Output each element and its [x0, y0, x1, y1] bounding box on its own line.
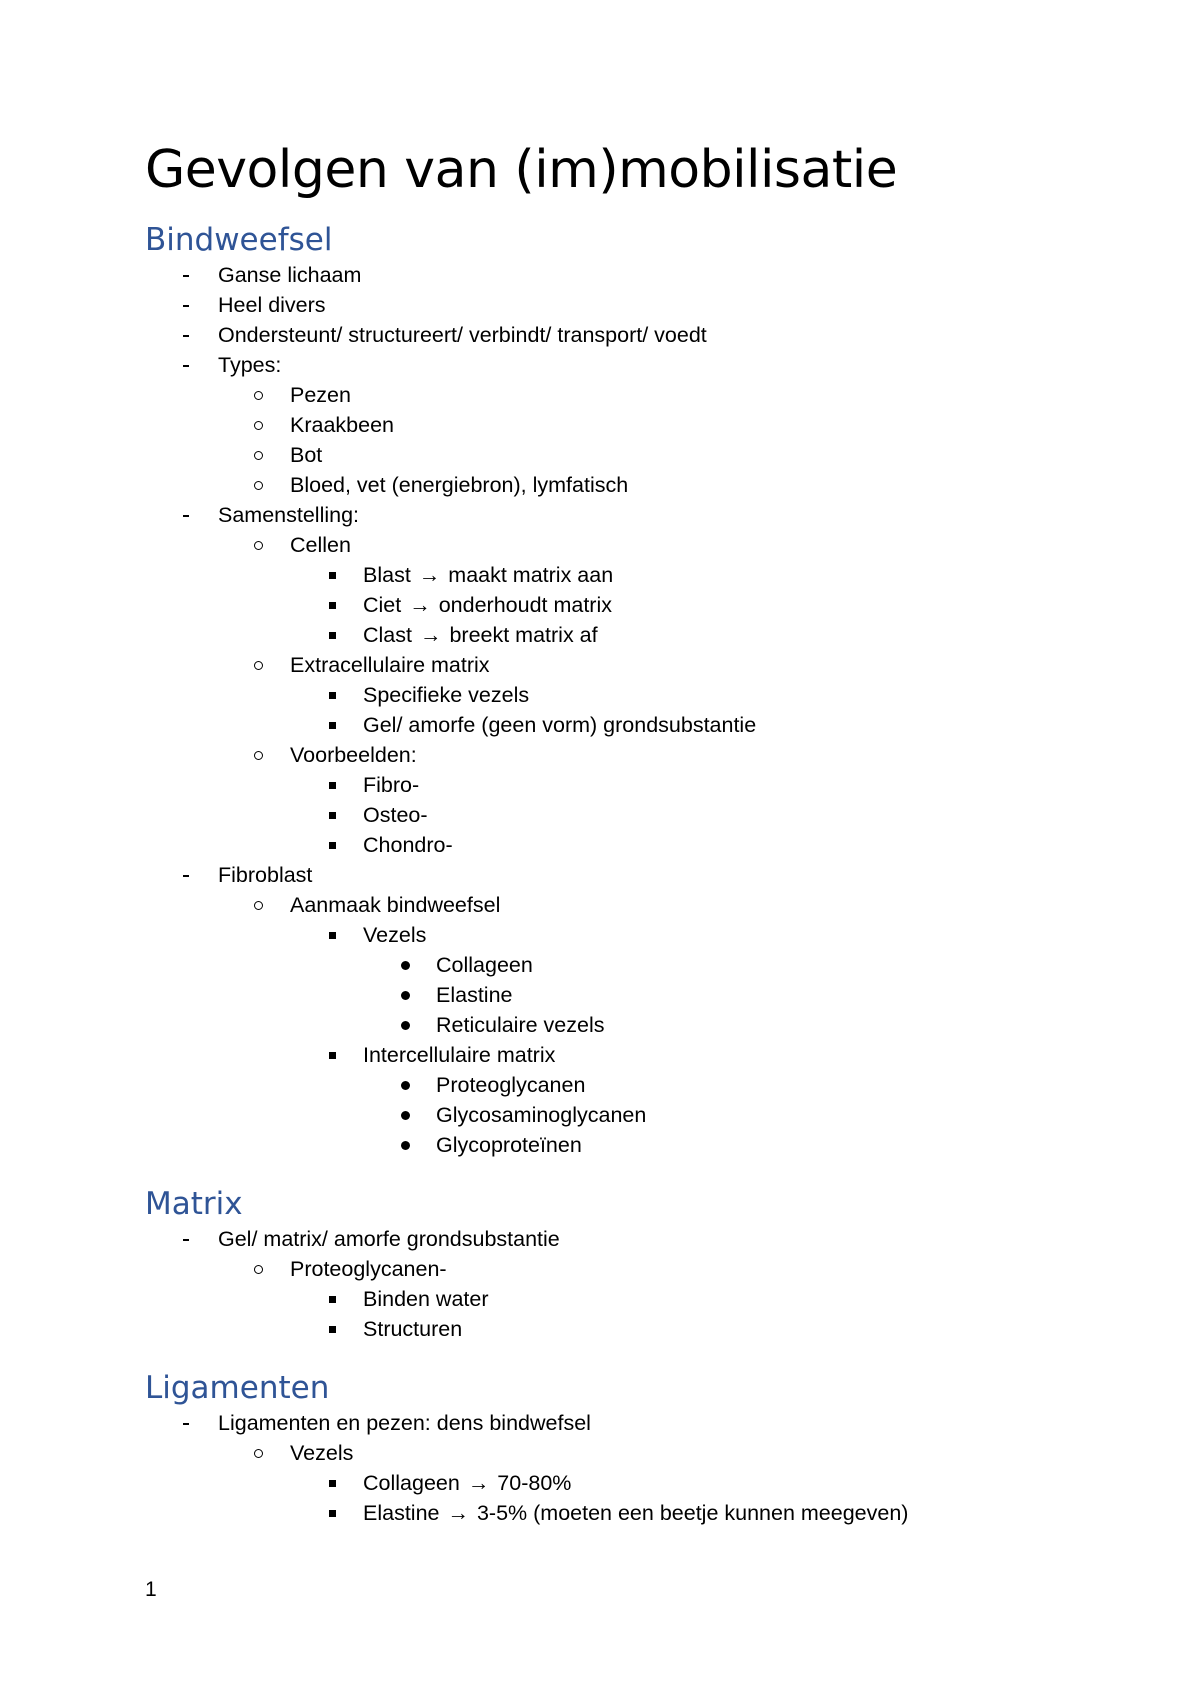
list-item-text: Vezels — [363, 923, 427, 947]
list-item-text: Samenstelling: — [218, 503, 360, 527]
list-item-text: Ciet — [363, 593, 402, 617]
list-item — [145, 1498, 1065, 1528]
list-item — [145, 260, 1065, 290]
list-item — [145, 1130, 1065, 1160]
list-item-text: Ondersteunt/ structureert/ verbindt/ transport/ voedt — [218, 323, 707, 347]
page-number: 1 — [145, 1578, 157, 1601]
section-ligamenten — [145, 1370, 1065, 1528]
list-item — [145, 380, 1065, 410]
list-item — [145, 1408, 1065, 1438]
list-item — [145, 890, 1065, 920]
list-item — [145, 530, 1065, 560]
list-item-text: Voorbeelden: — [290, 743, 417, 767]
sections-container — [145, 222, 1065, 1528]
list-item-text: Glycoproteïnen — [436, 1133, 582, 1157]
list-item — [145, 1010, 1065, 1040]
bullet-list — [145, 260, 1065, 1160]
list-item — [145, 290, 1065, 320]
bullet-list — [145, 1408, 1065, 1528]
section-heading: Matrix — [145, 1186, 243, 1222]
list-item — [145, 950, 1065, 980]
list-item-text: Binden water — [363, 1287, 489, 1311]
list-item-text: Reticulaire vezels — [436, 1013, 605, 1037]
arrow-right-icon: → — [447, 1501, 469, 1525]
list-item — [145, 560, 1065, 590]
list-item-text: Fibroblast — [218, 863, 313, 887]
section-bindweefsel — [145, 222, 1065, 1160]
list-item — [145, 680, 1065, 710]
list-item-text: Elastine — [363, 1501, 440, 1525]
list-item-text: Heel divers — [218, 293, 326, 317]
list-item — [145, 770, 1065, 800]
list-item-text: Cellen — [290, 533, 351, 557]
list-item — [145, 470, 1065, 500]
list-item-detail: maakt matrix aan — [448, 563, 614, 587]
list-item — [145, 1070, 1065, 1100]
list-item — [145, 1254, 1065, 1284]
list-item — [145, 1438, 1065, 1468]
list-item — [145, 590, 1065, 620]
list-item-detail: onderhoudt matrix — [438, 593, 612, 617]
list-item-text: Extracellulaire matrix — [290, 653, 490, 677]
list-item — [145, 920, 1065, 950]
list-item — [145, 440, 1065, 470]
list-item-detail: 3-5% (moeten een beetje kunnen meegeven) — [476, 1501, 909, 1525]
section-matrix — [145, 1186, 1065, 1344]
list-item-text: Gel/ matrix/ amorfe grondsubstantie — [218, 1227, 560, 1251]
list-item-text: Specifieke vezels — [363, 683, 530, 707]
list-item-text: Collageen — [363, 1471, 460, 1495]
list-item-text: Proteoglycanen- — [290, 1257, 447, 1281]
list-item — [145, 1284, 1065, 1314]
list-item-text: Types: — [218, 353, 282, 377]
list-item — [145, 650, 1065, 680]
list-item-text: Pezen — [290, 383, 351, 407]
list-item — [145, 860, 1065, 890]
list-item — [145, 1100, 1065, 1130]
list-item-text: Glycosaminoglycanen — [436, 1103, 647, 1127]
list-item-detail: 70-80% — [497, 1471, 572, 1495]
list-item-text: Intercellulaire matrix — [363, 1043, 556, 1067]
document-title: Gevolgen van (im)mobilisatie — [145, 140, 898, 200]
list-item — [145, 320, 1065, 350]
list-item-detail: breekt matrix af — [449, 623, 598, 647]
list-item — [145, 620, 1065, 650]
arrow-right-icon: → — [418, 563, 441, 587]
list-item-text: Bloed, vet (energiebron), lymfatisch — [290, 473, 629, 497]
arrow-right-icon: → — [419, 623, 442, 647]
list-item — [145, 1314, 1065, 1344]
list-item-text: Proteoglycanen — [436, 1073, 586, 1097]
list-item-text: Structuren — [363, 1317, 463, 1341]
list-item — [145, 410, 1065, 440]
list-item — [145, 830, 1065, 860]
list-item — [145, 1040, 1065, 1070]
list-item-text: Kraakbeen — [290, 413, 394, 437]
section-heading: Ligamenten — [145, 1370, 330, 1406]
list-item-text: Chondro- — [363, 833, 453, 857]
section-heading: Bindweefsel — [145, 222, 333, 258]
list-item-text: Vezels — [290, 1441, 354, 1465]
bullet-list — [145, 1224, 1065, 1344]
list-item-text: Clast — [363, 623, 412, 647]
list-item — [145, 1468, 1065, 1498]
list-item — [145, 1224, 1065, 1254]
list-item-text: Elastine — [436, 983, 513, 1007]
list-item — [145, 740, 1065, 770]
list-item-text: Collageen — [436, 953, 533, 977]
page-content — [145, 140, 1065, 1528]
list-item-text: Fibro- — [363, 773, 420, 797]
list-item-text: Ligamenten en pezen: dens bindwefsel — [218, 1411, 591, 1435]
list-item-text: Blast — [363, 563, 411, 587]
list-item-text: Bot — [290, 443, 323, 467]
list-item — [145, 800, 1065, 830]
list-item-text: Aanmaak bindweefsel — [290, 893, 501, 917]
arrow-right-icon: → — [467, 1471, 490, 1495]
list-item-text: Gel/ amorfe (geen vorm) grondsubstantie — [363, 713, 757, 737]
list-item — [145, 350, 1065, 380]
arrow-right-icon: → — [409, 593, 431, 617]
list-item — [145, 710, 1065, 740]
list-item — [145, 500, 1065, 530]
list-item-text: Ganse lichaam — [218, 263, 362, 287]
list-item — [145, 980, 1065, 1010]
list-item-text: Osteo- — [363, 803, 428, 827]
